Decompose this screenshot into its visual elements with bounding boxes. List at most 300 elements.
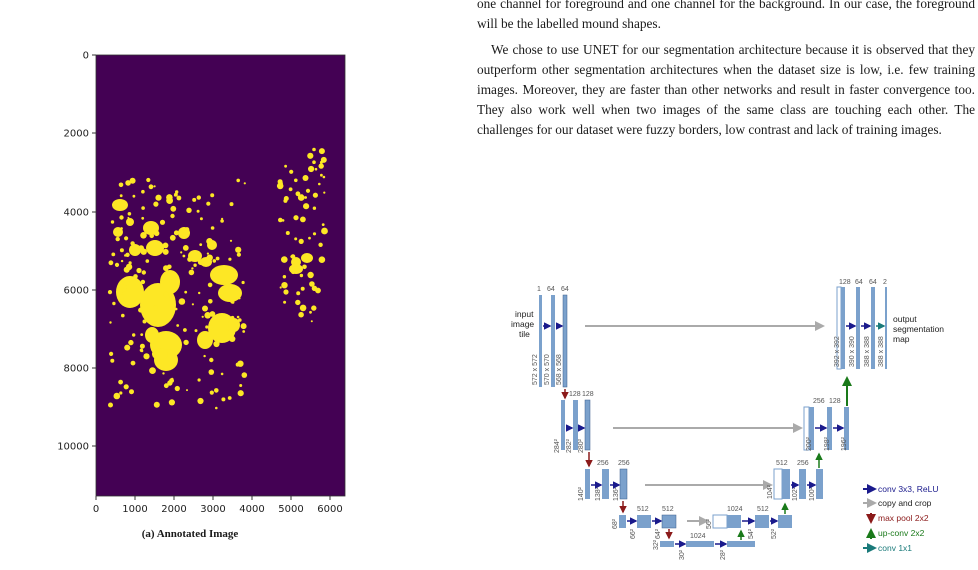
mound-shape <box>296 291 300 295</box>
mound-shape <box>228 287 231 290</box>
u3-bar-2 <box>799 469 806 499</box>
mound-shape <box>226 330 228 332</box>
u1-size-2: 390 x 390 <box>849 336 856 367</box>
u2-size-3: 196² <box>841 436 848 451</box>
mound-shape <box>313 193 318 198</box>
legend-maxpool: max pool 2x2 <box>878 513 929 523</box>
l3-bar-3 <box>620 469 627 499</box>
l2-bar-3 <box>585 400 590 450</box>
mound-shape <box>289 187 293 191</box>
mound-shape <box>280 182 283 185</box>
mound-shape <box>323 192 325 194</box>
mound-shape <box>302 265 307 270</box>
mound-shape <box>321 157 327 163</box>
u1-ch-2: 64 <box>855 279 863 286</box>
mound-shape <box>163 265 169 271</box>
mound-shape <box>237 316 240 319</box>
l4-size-1: 68² <box>612 518 619 529</box>
u2-size-1: 200² <box>806 436 813 451</box>
mound-shape <box>199 341 201 343</box>
mound-shape <box>152 348 168 360</box>
mound-shape <box>125 180 131 186</box>
mound-shape <box>149 234 154 239</box>
y-tick-label: 4000 <box>63 207 89 219</box>
mound-shape <box>185 227 190 232</box>
l2-size-1: 284² <box>554 438 561 453</box>
mound-shape <box>207 255 213 261</box>
mound-shape <box>141 190 145 194</box>
mound-shape <box>191 267 193 269</box>
mound-shape <box>116 276 144 308</box>
mound-shape <box>200 217 203 220</box>
mound-shape <box>198 378 201 381</box>
mound-shape <box>195 329 198 332</box>
mound-shape <box>283 301 286 304</box>
mound-shape <box>146 259 150 263</box>
unet-diagram <box>505 255 975 565</box>
mound-shape <box>214 338 217 341</box>
mound-shape <box>210 265 238 285</box>
mound-shape <box>319 256 326 263</box>
mound-shape <box>149 367 156 374</box>
mound-shape <box>109 260 114 265</box>
mound-shape <box>210 391 214 395</box>
mound-shape <box>208 283 213 288</box>
u3-bar-copy <box>774 469 782 499</box>
mound-shape <box>242 372 248 378</box>
mound-shape <box>133 274 138 279</box>
l1-ch-1: 1 <box>537 286 541 293</box>
legend-conv1x1: conv 1x1 <box>878 543 913 553</box>
mound-shape <box>229 336 235 342</box>
mound-shape <box>197 195 201 199</box>
l1-bar-2 <box>551 295 555 387</box>
mound-shape <box>119 215 123 219</box>
mound-shape <box>238 318 242 322</box>
mound-shape <box>126 218 134 226</box>
mound-shape <box>311 305 316 310</box>
mound-shape <box>236 179 240 183</box>
mound-shape <box>230 240 232 242</box>
mound-shape <box>176 275 179 278</box>
mound-shape <box>112 199 128 211</box>
mound-shape <box>116 237 120 241</box>
u2-ch-1: 256 <box>813 398 825 405</box>
output-label-2: segmentation <box>893 324 945 334</box>
mound-shape <box>141 206 145 210</box>
mound-shape <box>322 223 325 226</box>
u1-bar-3 <box>871 287 875 369</box>
mound-shape <box>146 178 150 182</box>
mound-shape <box>215 407 218 410</box>
mound-shape <box>206 202 210 206</box>
annotated-image-plot <box>0 0 420 565</box>
mound-shape <box>120 248 124 252</box>
l2-ch-1: 128 <box>569 391 581 398</box>
mound-shape <box>231 316 235 320</box>
mound-shape <box>303 203 309 209</box>
mound-shape <box>180 251 182 253</box>
mound-shape <box>160 220 165 225</box>
l5-size-1: 32² <box>653 539 660 550</box>
u4-size-1: 56² <box>706 518 713 529</box>
mound-shape <box>123 288 127 292</box>
mound-shape <box>280 286 282 288</box>
mound-shape <box>283 275 286 278</box>
mound-shape <box>115 263 119 267</box>
mound-shape <box>140 232 147 239</box>
mound-shape <box>125 253 129 257</box>
mound-shape <box>139 269 141 271</box>
mound-shape <box>304 259 308 263</box>
u2-ch-2: 128 <box>829 398 841 405</box>
mound-shape <box>304 196 307 199</box>
mound-shape <box>179 298 186 305</box>
mound-shape <box>111 220 114 223</box>
mound-shape <box>109 352 113 356</box>
mound-shape <box>169 296 175 302</box>
mound-shape <box>208 299 213 304</box>
mound-shape <box>198 259 204 265</box>
mound-shape <box>121 314 125 318</box>
mound-shape <box>294 261 299 266</box>
input-label-2: image <box>511 319 535 329</box>
unet-svg <box>505 255 975 565</box>
u1-bar-1 <box>841 287 845 369</box>
u1-size-4: 388 x 388 <box>878 336 885 367</box>
mound-shape <box>128 212 132 216</box>
l2-size-2: 282² <box>566 438 573 453</box>
u2-size-2: 198² <box>824 436 831 451</box>
u3-size-3: 100² <box>809 486 816 501</box>
l3-size-2: 138² <box>595 486 602 501</box>
mound-shape <box>213 259 217 263</box>
paragraph-1: one channel for foreground and one channel for the background. In our case, the foreground will be the labelled mound shapes. <box>477 0 975 31</box>
annotated-image-figure <box>0 0 420 565</box>
mound-shape <box>124 345 130 351</box>
mound-shape <box>301 287 305 291</box>
mound-shape <box>109 321 111 323</box>
legend-conv: conv 3x3, ReLU <box>878 484 939 494</box>
mound-shape <box>318 183 321 186</box>
mound-shape <box>319 163 324 168</box>
mound-shape <box>153 202 158 207</box>
u1-ch-1: 128 <box>839 279 851 286</box>
mound-shape <box>311 320 313 322</box>
u4-ch-2: 512 <box>757 506 769 513</box>
mound-shape <box>278 218 283 223</box>
mound-shape <box>186 389 188 391</box>
mound-shape <box>114 393 121 400</box>
unet-legend <box>863 484 938 553</box>
mound-shape <box>111 253 115 257</box>
mound-shape <box>155 195 161 201</box>
mound-shape <box>203 355 205 357</box>
y-axis-ticks <box>57 51 96 453</box>
mound-shape <box>213 341 219 347</box>
u3-size-1: 104² <box>767 484 774 499</box>
mound-shape <box>154 402 160 408</box>
y-tick-label: 2000 <box>63 128 89 140</box>
u3-ch-1: 512 <box>776 460 788 467</box>
l2-ch-2: 128 <box>582 391 594 398</box>
u3-size-2: 102² <box>792 486 799 501</box>
mound-shape <box>143 320 147 324</box>
mound-shape <box>284 165 287 168</box>
legend-upconv: up-conv 2x2 <box>878 528 925 538</box>
y-tick-label: 0 <box>82 50 89 62</box>
mound-shape <box>119 183 124 188</box>
mound-shape <box>209 325 214 330</box>
mound-shape <box>163 292 168 297</box>
mound-shape <box>187 257 192 262</box>
mound-shape <box>209 369 215 375</box>
mound-shape <box>108 403 113 408</box>
l3-size-1: 140² <box>578 486 585 501</box>
mound-shape <box>207 253 209 255</box>
mound-shape <box>218 284 242 302</box>
mound-shape <box>220 219 224 223</box>
mound-shape <box>193 264 196 267</box>
mound-shape <box>299 239 304 244</box>
mound-shape <box>298 312 304 318</box>
u4-bar-1 <box>727 515 741 528</box>
mound-shape <box>231 301 234 304</box>
mound-shape <box>306 189 310 193</box>
mound-shape <box>120 227 123 230</box>
mound-shape <box>141 280 145 284</box>
mound-shape <box>130 241 134 245</box>
mound-shape <box>315 168 318 171</box>
mound-shape <box>151 320 153 322</box>
mound-shape <box>120 194 123 197</box>
mound-shape <box>129 261 132 264</box>
mound-shape <box>146 240 164 256</box>
u4-ch-1: 1024 <box>727 506 743 513</box>
mound-shape <box>175 308 178 311</box>
mound-shape <box>205 325 208 328</box>
mound-shape <box>294 237 297 240</box>
mound-shape <box>283 289 288 294</box>
input-label-3: tile <box>519 329 530 339</box>
mound-shape <box>131 361 136 366</box>
l4-bar-3 <box>662 515 676 528</box>
mound-shape <box>177 196 182 201</box>
mound-shape <box>170 235 176 241</box>
mound-shape <box>307 153 313 159</box>
mound-shape <box>132 333 135 336</box>
x-tick-label: 5000 <box>278 504 304 515</box>
figure-caption: (a) Annotated Image <box>141 528 239 540</box>
mound-shape <box>197 331 213 349</box>
u3-bar-3 <box>816 469 823 499</box>
l5-ch-1: 1024 <box>690 533 706 540</box>
mound-shape <box>126 264 132 270</box>
mound-shape <box>295 300 300 305</box>
mound-shape <box>202 306 208 312</box>
x-tick-label: 4000 <box>239 504 265 515</box>
x-tick-label: 1000 <box>122 504 148 515</box>
mound-shape <box>291 270 296 275</box>
l1-bar-1 <box>539 295 542 387</box>
mound-shape <box>164 383 169 388</box>
mound-shape <box>189 270 195 276</box>
mound-shape <box>121 298 124 301</box>
mound-shape <box>211 226 215 230</box>
l4-size-3: 64² <box>655 528 662 539</box>
mound-shape <box>230 202 234 206</box>
u1-size-1: 392 x 392 <box>834 336 841 367</box>
mound-shape <box>166 194 173 201</box>
output-label-1: output <box>893 314 917 324</box>
mound-shape <box>154 231 160 237</box>
mound-shape <box>110 359 114 363</box>
mound-shape <box>175 280 180 285</box>
l2-size-3: 280² <box>578 438 585 453</box>
u1-bar-4 <box>885 287 887 369</box>
mound-shape <box>197 398 203 404</box>
l1-bar-3 <box>563 295 567 387</box>
mound-shape <box>281 256 288 263</box>
mound-shape <box>118 380 123 385</box>
mound-shape <box>308 166 314 172</box>
x-tick-label: 3000 <box>200 504 226 515</box>
mound-shape <box>293 215 298 220</box>
mound-shape <box>154 185 156 187</box>
l3-ch-1: 256 <box>597 460 609 467</box>
output-label-3: map <box>893 334 910 344</box>
mound-shape <box>163 243 169 249</box>
u3-ch-2: 256 <box>797 460 809 467</box>
u4-size-2: 54² <box>748 528 755 539</box>
mound-shape <box>202 316 204 318</box>
mound-shape <box>162 372 164 374</box>
mound-shape <box>174 194 177 197</box>
l1-size-1: 572 x 572 <box>532 354 539 385</box>
mound-shape <box>321 228 328 235</box>
mound-shape <box>198 292 200 294</box>
u4-bar-copy <box>713 515 727 528</box>
mound-shape <box>228 396 232 400</box>
mound-shape <box>289 170 293 174</box>
mound-shape <box>133 195 136 198</box>
x-tick-label: 0 <box>92 504 100 515</box>
mound-shape <box>127 217 129 219</box>
y-tick-label: 10000 <box>57 441 89 453</box>
mound-shape <box>192 303 194 305</box>
mound-shape <box>307 272 313 278</box>
l5-bar-1 <box>660 541 674 547</box>
l4-bar-2 <box>637 515 651 528</box>
mound-shape <box>242 330 245 333</box>
l1-ch-3: 64 <box>561 286 569 293</box>
mound-shape <box>318 243 322 247</box>
mound-shape <box>170 206 176 212</box>
u3-bar-1 <box>782 469 790 499</box>
l5-size-2: 30² <box>679 549 686 560</box>
mound-shape <box>300 217 306 223</box>
mound-shape <box>108 290 112 294</box>
mound-shape <box>143 353 149 359</box>
mound-shape <box>163 249 169 255</box>
mound-shape <box>141 217 144 220</box>
mound-shape <box>209 358 213 362</box>
mound-shape <box>294 179 298 183</box>
mound-shape <box>242 281 245 284</box>
mound-shape <box>238 390 244 396</box>
mound-shape <box>153 306 158 311</box>
mound-shape <box>206 238 213 245</box>
l2-bar-1 <box>561 400 565 450</box>
mound-shape <box>201 342 203 344</box>
mound-shape <box>303 175 309 181</box>
mound-shape <box>228 258 231 261</box>
u4-bar-3 <box>778 515 792 528</box>
mound-shape <box>183 340 188 345</box>
y-tick-label: 8000 <box>63 363 89 375</box>
mound-shape <box>175 386 180 391</box>
l3-bar-2 <box>602 469 609 499</box>
mound-shape <box>221 373 224 376</box>
mound-shape <box>192 198 196 202</box>
x-tick-label: 2000 <box>161 504 187 515</box>
mound-shape <box>313 232 316 235</box>
mound-shape <box>121 260 123 262</box>
mound-shape <box>145 327 159 343</box>
mound-shape <box>312 148 316 152</box>
mound-shape <box>142 270 146 274</box>
mound-shape <box>244 182 246 184</box>
u1-bar-2 <box>856 287 860 369</box>
mound-shape <box>319 148 325 154</box>
mound-shape <box>176 324 179 327</box>
mound-shape <box>141 249 147 255</box>
mound-shape <box>312 160 316 164</box>
input-label-1: input <box>515 309 534 319</box>
l5-bar-3 <box>727 541 755 547</box>
mound-shape <box>183 245 189 251</box>
l5-bar-2 <box>686 541 714 547</box>
mound-shape <box>284 196 289 201</box>
mound-shape <box>238 297 240 299</box>
mound-shape <box>197 210 200 213</box>
mound-shape <box>169 399 175 405</box>
mound-shape <box>290 255 293 258</box>
mound-shape <box>221 397 225 401</box>
l1-size-2: 570 x 570 <box>544 354 551 385</box>
l4-size-2: 66² <box>630 528 637 539</box>
legend-copy: copy and crop <box>878 498 932 508</box>
mound-shape <box>124 384 129 389</box>
mound-shape <box>129 389 134 394</box>
l1-size-3: 568 x 568 <box>556 354 563 385</box>
mound-shape <box>199 243 202 246</box>
mound-shape <box>323 176 326 179</box>
mound-shape <box>112 302 115 305</box>
mound-shape <box>300 305 307 312</box>
mound-shape <box>241 323 247 329</box>
x-axis-ticks <box>93 496 343 515</box>
mound-shape <box>124 236 128 240</box>
l3-size-3: 136² <box>613 486 620 501</box>
l3-ch-2: 256 <box>618 460 630 467</box>
mound-shape <box>308 237 311 240</box>
mound-shape <box>138 308 143 313</box>
u1-size-3: 388 x 388 <box>864 336 871 367</box>
mound-shape <box>140 344 145 349</box>
mound-shape <box>128 340 133 345</box>
mound-shape <box>320 174 323 177</box>
